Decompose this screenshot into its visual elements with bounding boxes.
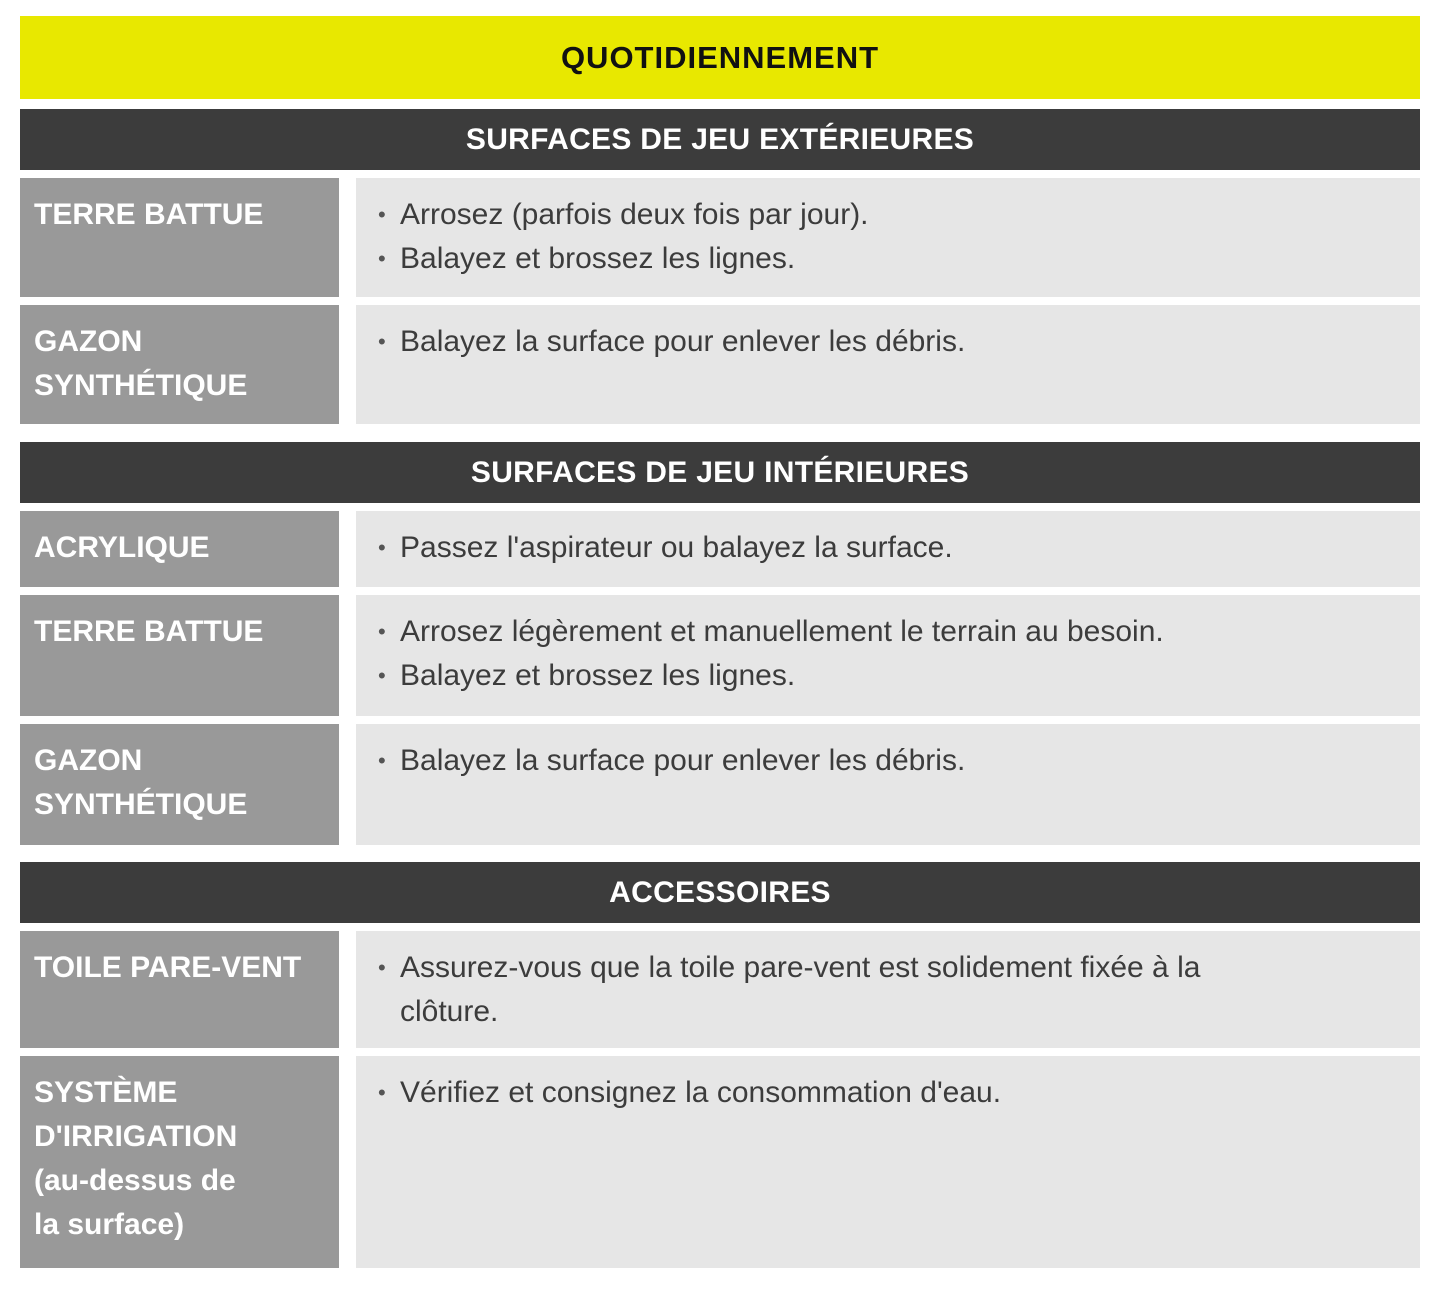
- maintenance-table: [20, 16, 1420, 1268]
- table-row: [20, 595, 1420, 716]
- section-header-exterior: SURFACES DE JEU EXTÉRIEURES: [20, 109, 1420, 170]
- list-item: [378, 654, 1420, 698]
- table-row: [20, 724, 1420, 845]
- row-content: [356, 724, 1420, 845]
- list-item: [378, 526, 1420, 570]
- table-row: [20, 1056, 1420, 1268]
- bullet-icon: •: [378, 619, 386, 644]
- bullet-icon: •: [378, 1080, 386, 1105]
- bullet-icon: •: [378, 535, 386, 560]
- bullet-icon: •: [378, 329, 386, 354]
- row-label: ACRYLIQUE: [20, 511, 339, 587]
- row-content: [356, 305, 1420, 424]
- list-item-text: Arrosez (parfois deux fois par jour).: [400, 198, 869, 231]
- section-header-accessories: ACCESSOIRES: [20, 862, 1420, 923]
- list-item-text: Vérifiez et consignez la consommation d'eau.: [400, 1076, 1002, 1109]
- list-item: [378, 237, 1420, 281]
- list-item: [378, 193, 1420, 237]
- list-item-text: Balayez la surface pour enlever les débris.: [400, 744, 966, 777]
- page-title: QUOTIDIENNEMENT: [20, 16, 1420, 99]
- bullet-icon: •: [378, 246, 386, 271]
- bullet-icon: •: [378, 202, 386, 227]
- row-content: [356, 511, 1420, 587]
- list-item-text: Balayez la surface pour enlever les débris.: [400, 325, 966, 358]
- row-label: TERRE BATTUE: [20, 178, 339, 297]
- bullet-icon: •: [378, 955, 386, 980]
- row-content: [356, 595, 1420, 716]
- list-item: [378, 739, 1420, 783]
- list-item-text: Arrosez légèrement et manuellement le terrain au besoin.: [400, 615, 1164, 648]
- list-item-text: Assurez-vous que la toile pare-vent est solidement fixée à la clôture.: [400, 951, 1201, 1028]
- row-label: TERRE BATTUE: [20, 595, 339, 716]
- row-label: TOILE PARE-VENT: [20, 931, 339, 1048]
- row-label: SYSTÈME D'IRRIGATION (au-dessus de la surface): [20, 1056, 339, 1268]
- section-header-interior: SURFACES DE JEU INTÉRIEURES: [20, 442, 1420, 503]
- bullet-icon: •: [378, 663, 386, 688]
- table-row: [20, 511, 1420, 587]
- list-item: [378, 610, 1420, 654]
- table-row: [20, 178, 1420, 297]
- list-item: [378, 320, 1420, 364]
- row-label: GAZON SYNTHÉTIQUE: [20, 305, 339, 424]
- bullet-icon: •: [378, 748, 386, 773]
- list-item-text: Balayez et brossez les lignes.: [400, 659, 796, 692]
- row-label: GAZON SYNTHÉTIQUE: [20, 724, 339, 845]
- list-item: [378, 1071, 1420, 1115]
- list-item-text: Balayez et brossez les lignes.: [400, 242, 796, 275]
- row-content: [356, 178, 1420, 297]
- table-row: [20, 931, 1420, 1048]
- table-row: [20, 305, 1420, 424]
- row-content: [356, 931, 1420, 1048]
- row-content: [356, 1056, 1420, 1268]
- list-item-text: Passez l'aspirateur ou balayez la surface.: [400, 531, 953, 564]
- list-item: [378, 946, 1420, 1034]
